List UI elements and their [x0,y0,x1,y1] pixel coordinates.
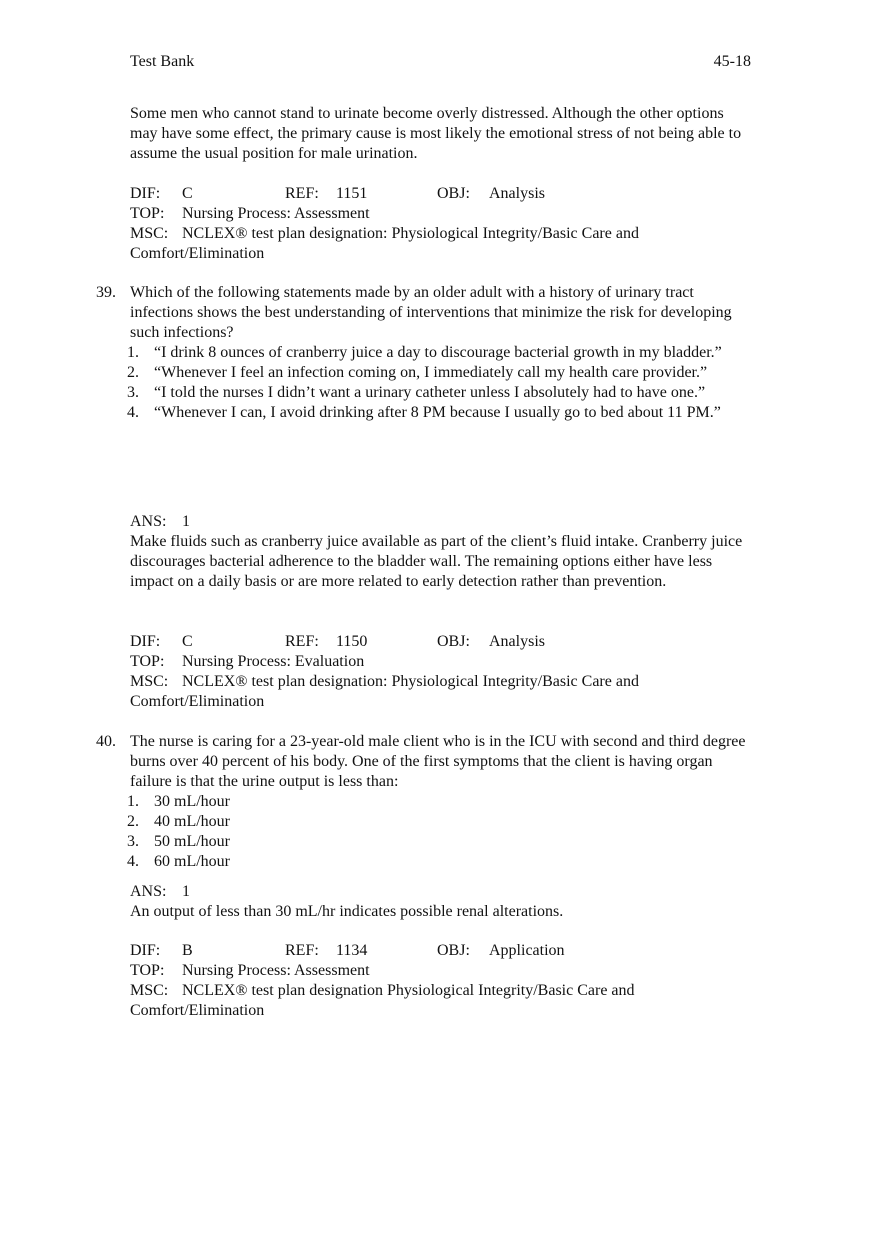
option-text: 40 mL/hour [154,813,230,830]
rationale-text: Make fluids such as cranberry juice available as part of the client’s fluid intake. Cranberry juice discourages bacterial adherence to the bladder wall. The remaining options either have less impact on a daily basis or are more related to early detection rather than prevention. [130,533,743,590]
ans-line [130,882,755,902]
option-number: 2. [127,364,139,381]
option-text: 50 mL/hour [154,833,230,850]
q40-meta [130,941,755,1021]
ref-value: 1150 [336,633,368,650]
ref-label: REF: [285,633,319,650]
ans-value: 1 [182,513,190,530]
msc-line [130,981,755,1021]
option-number: 4. [127,404,139,421]
ref-value: 1134 [336,942,368,959]
q38-meta [130,184,755,264]
option-text: “Whenever I feel an infection coming on, I immediately call my health care provider.” [154,364,708,381]
q39-answer [130,512,755,592]
option-number: 1. [127,793,139,810]
option-4 [127,852,756,872]
option-text: 60 mL/hour [154,853,230,870]
top-line [130,652,755,672]
ans-label: ANS: [130,883,167,900]
option-1 [127,343,756,363]
dif-value: B [182,942,193,959]
dif-value: C [182,185,193,202]
msc-value: NCLEX® test plan designation Physiological Integrity/Basic Care and Comfort/Elimination [130,982,635,1019]
q38-rationale [130,104,755,164]
ref-value: 1151 [336,185,368,202]
q40-answer [130,882,755,922]
question-number: 39. [96,284,116,301]
option-number: 1. [127,344,139,361]
answer-options [127,792,756,872]
top-value: Nursing Process: Assessment [182,962,370,979]
msc-label: MSC: [130,982,169,999]
option-4 [127,403,756,423]
obj-value: Analysis [489,633,545,650]
obj-label: OBJ: [437,633,470,650]
msc-value: NCLEX® test plan designation: Physiological Integrity/Basic Care and Comfort/Elimination [130,673,639,710]
question-number: 40. [96,733,116,750]
question-39 [96,283,756,423]
dif-value: C [182,633,193,650]
msc-line [130,224,755,264]
top-label: TOP: [130,962,165,979]
option-number: 3. [127,833,139,850]
question-text: The nurse is caring for a 23-year-old male client who is in the ICU with second and third degree burns over 40 percent of his body. One of the first symptoms that the client is having organ failure is that the urine output is less than: [130,733,746,790]
page-number: 45-18 [713,53,751,70]
msc-line [130,672,755,712]
top-value: Nursing Process: Assessment [182,205,370,222]
page-header [130,52,751,72]
option-3 [127,383,756,403]
top-line [130,961,755,981]
ans-value: 1 [182,883,190,900]
question-40 [96,732,756,872]
ans-label: ANS: [130,513,167,530]
ref-label: REF: [285,942,319,959]
top-label: TOP: [130,205,165,222]
top-label: TOP: [130,653,165,670]
option-3 [127,832,756,852]
dif-label: DIF: [130,185,161,202]
msc-label: MSC: [130,673,169,690]
option-text: “Whenever I can, I avoid drinking after 8 PM because I usually go to bed about 11 PM.” [154,404,721,421]
option-2 [127,363,756,383]
option-number: 4. [127,853,139,870]
option-1 [127,792,756,812]
dif-ref-obj-line [130,184,755,204]
option-text: “I drink 8 ounces of cranberry juice a day to discourage bacterial growth in my bladder.” [154,344,722,361]
rationale-text: Some men who cannot stand to urinate become overly distressed. Although the other options may have some effect, the primary cause is most likely the emotional stress of not being able to assume the usual position for male urination. [130,105,742,162]
q39-meta [130,632,755,712]
ans-line [130,512,755,532]
obj-value: Analysis [489,185,545,202]
dif-ref-obj-line [130,941,755,961]
option-number: 3. [127,384,139,401]
msc-label: MSC: [130,225,169,242]
option-2 [127,812,756,832]
dif-label: DIF: [130,633,161,650]
ref-label: REF: [285,185,319,202]
option-number: 2. [127,813,139,830]
top-value: Nursing Process: Evaluation [182,653,365,670]
obj-label: OBJ: [437,185,470,202]
option-text: 30 mL/hour [154,793,230,810]
header-title: Test Bank [130,53,195,70]
dif-label: DIF: [130,942,161,959]
question-text: Which of the following statements made by an older adult with a history of urinary tract infections shows the best understanding of interventions that minimize the risk for developing such infections? [130,284,732,341]
top-line [130,204,755,224]
dif-ref-obj-line [130,632,755,652]
rationale-text: An output of less than 30 mL/hr indicates possible renal alterations. [130,903,564,920]
obj-label: OBJ: [437,942,470,959]
answer-options [127,343,756,423]
obj-value: Application [489,942,565,959]
option-text: “I told the nurses I didn’t want a urinary catheter unless I absolutely had to have one.” [154,384,706,401]
msc-value: NCLEX® test plan designation: Physiological Integrity/Basic Care and Comfort/Elimination [130,225,639,262]
